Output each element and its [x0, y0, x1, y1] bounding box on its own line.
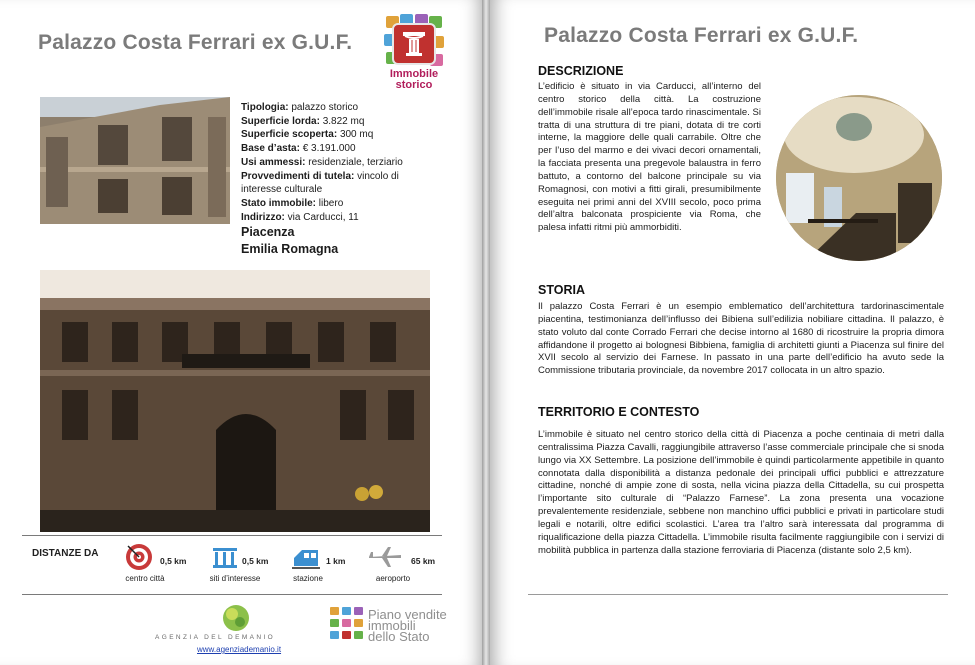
piano-vendite-text: Piano vendite immobili dello Stato [368, 607, 447, 644]
monument-icon [212, 546, 238, 570]
right-page-title: Palazzo Costa Ferrari ex G.U.F. [544, 24, 859, 47]
city-name: Piacenza [241, 225, 295, 240]
property-info: Tipologia: palazzo storico Superficie lorda: 3.822 mq Superficie scoperta: 300 mq Base d’asta: € 3.191.000 Usi ammessi: residenziale, terziario Provvedimenti di tutela: vincolo di interesse culturale Stato immobile: libero Indirizzo: via Carducci, 11 Piacenza Emilia Romagna [241, 101, 441, 258]
distances-divider-bottom [22, 594, 442, 595]
target-icon [124, 542, 154, 572]
interior-photo-round [776, 95, 942, 261]
distances-divider-top [22, 535, 442, 536]
left-page-title: Palazzo Costa Ferrari ex G.U.F. [38, 31, 353, 54]
column-icon [392, 23, 436, 65]
facade-photo-small [40, 97, 230, 224]
demanio-logo [222, 604, 250, 632]
facade-photo-large [40, 270, 430, 532]
storia-text: Il palazzo Costa Ferrari è un esempio emblematico dell’architettura tardorinascimentale piacentina, testimonianza dell’influsso dei Bibiena sull’edilizia nobiliare cittadina. Il palazzo, è stato voluto dal conte Corrado Ferrari che decise intorno al 1680 di ricostruire la propria dimora affidandone il progetto ai bolognesi Bibbiena, famiglia di architetti giunti a Piacenza sul finire del XVII secolo al servizio dei Farnese. In passato in una parte dell’edificio ha avuto sede la Commissione tributaria provinciale, da novembre 2017 collocata in un altro spazio. [538, 301, 944, 377]
distances-label: DISTANZE DA [32, 548, 99, 559]
badge-label: Immobile storico [389, 68, 439, 91]
airplane-icon [368, 546, 402, 568]
descrizione-text: L’edificio è situato in via Carducci, all’interno del centro storico della città. La costruzione dell’immobile risale all’epoca tardo rinascimentale. Si tratta di una struttura di tre piani, dotata di tre corti interne, la maggiore delle quali carrabile. Oltre che per l’uso del marmo e dei vivaci decori ornamentali, la facciata presenta una pregevole balaustra in ferro battuto, a contorno del balcone principale su via Romagnosi, con motivi a fitti girali, presumibilmente eseguita nei primi anni del XVIII secolo, poco prima dell’altra balconata prospiciente via Roma, che palesa infatti ritmi più ammorbiditi. [538, 81, 761, 234]
descrizione-heading: DESCRIZIONE [538, 64, 624, 78]
demanio-website-link[interactable]: www.agenziademanio.it [197, 645, 282, 654]
piano-vendite-logo [330, 607, 364, 641]
right-page-divider [528, 594, 948, 595]
territorio-heading: TERRITORIO E CONTESTO [538, 405, 700, 419]
storia-heading: STORIA [538, 283, 585, 297]
left-page: Palazzo Costa Ferrari ex G.U.F. Immobile storico Tipologia: palazzo storico Superficie lorda: 3.822 mq Superficie scoperta: 300 mq Base d’asta: € 3.191.000 Usi ammessi: residenziale, terziario Provvedimenti di tutela: vincolo di interesse culturale Stato immobile: libero Indirizzo: via Carducci, 11 Piacenza Emilia Romagna DISTANZE DA 0,5 km centro città 0,5 km siti d’interesse 1 km stazione 65 km aeroporto AGENZIA DEL DEMANIO www.agenziademanio.it Piano vendite immobili dello Stato [0, 0, 482, 665]
book-gutter [482, 0, 490, 665]
demanio-name: AGENZIA DEL DEMANIO [155, 634, 276, 641]
train-icon [292, 546, 320, 570]
region-name: Emilia Romagna [241, 242, 339, 257]
immobile-storico-badge [384, 14, 444, 94]
territorio-text: L’immobile è situato nel centro storico della città di Piacenza a poche centinaia di metri dalla centralissima Piazza Cavalli, raggiungibile attraverso l’asse commerciale principale che si snoda lungo via XX Settembre. La posizione dell’immobile è quindi particolarmente appetibile in quanto connotata dalla disponibilità a distanza pedonale dei principali uffici pubblici e attrezzature cittadine, nonché di ampie zone di sosta, nella vicina piazza della Cittadella, su cui prospetta l’importante sito culturale di “Palazzo Farnese”. La zona presenta una vocazione prevalentemente residenziale, sebbene non manchino uffici pubblici e privati in particolare studi legali e notarili, oltre edifici scolastici. L’area tra l’altro sarà interessata dal programma di riqualificazione della piazza Cittadella. L’immobile risulta facilmente raggiungibile con i servizi di mobilità pubblica in partenza dalla stazione ferroviaria di Piacenza (distante solo 2,5 km). [538, 429, 944, 556]
